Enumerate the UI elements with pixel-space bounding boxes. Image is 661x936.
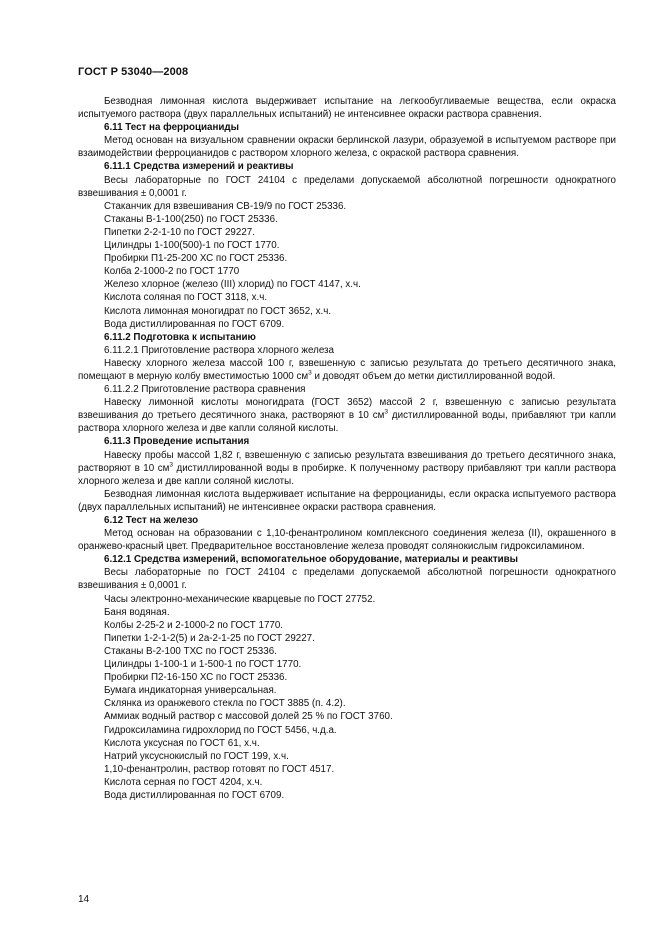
subsection-heading: 6.11.3 Проведение испытания [104, 436, 250, 448]
list-item: Колба 2-1000-2 по ГОСТ 1770 [104, 266, 240, 278]
list-item: Кислота соляная по ГОСТ 3118, х.ч. [104, 292, 268, 304]
list-item: Бумага индикаторная универсальная. [104, 685, 277, 697]
list-item: Натрий уксуснокислый по ГОСТ 199, х.ч. [104, 750, 289, 762]
text-run: дистиллированной воды в пробирке. К полученному раствору прибавляют три капли раствора хлорного железа и две капли соляной кислоты. [78, 462, 616, 487]
list-item: Стаканчик для взвешивания СВ-19/9 по ГОСТ 25336. [104, 200, 347, 212]
list-item: Часы электронно-механические кварцевые по ГОСТ 27752. [104, 593, 376, 605]
list-item: Пробирки П2-16-150 ХС по ГОСТ 25336. [104, 672, 288, 684]
list-item: Пипетки 1-2-1-2(5) и 2а-2-1-25 по ГОСТ 29227. [104, 632, 315, 644]
list-item: 1,10-фенантролин, раствор готовят по ГОСТ 4517. [104, 763, 335, 775]
paragraph: Безводная лимонная кислота выдерживает испытание на ферроцианиды, если окраска испытуемого раствора (двух параллельных испытаний) не интенсивнее окраски раствора сравнения. [78, 488, 616, 513]
subsection-heading: 6.12.1 Средства измерений, вспомогательное оборудование, материалы и реактивы [104, 554, 519, 566]
text-run: Навеску пробы массой 1,82 г, взвешенную с записью результата взвешивания до третьего десятичного знака, растворяют в 10 см [78, 449, 616, 474]
superscript: 3 [308, 369, 312, 377]
list-item: Пробирки П1-25-200 ХС по ГОСТ 25336. [104, 253, 288, 265]
list-item: Гидроксиламина гидрохлорид по ГОСТ 5456, ч.д.а. [104, 724, 337, 736]
paragraph [78, 357, 616, 383]
paragraph: Безводная лимонная кислота выдерживает испытание на легкообугливаемые вещества, если окраска испытуемого раствора (двух параллельных испытаний) не интенсивнее окраски раствора сравнения. [78, 96, 616, 121]
list-item: Аммиак водный раствор с массовой долей 25 % по ГОСТ 3760. [104, 711, 393, 723]
list-item: Кислота уксусная по ГОСТ 61, х.ч. [104, 737, 260, 749]
list-item: Стаканы В-1-100(250) по ГОСТ 25336. [104, 213, 278, 225]
paragraph: Весы лабораторные по ГОСТ 24104 с пределами допускаемой абсолютной погрешности однократного взвешивания ± 0,0001 г. [78, 567, 616, 592]
subsection-heading: 6.11.2 Подготовка к испытанию [104, 331, 256, 343]
document-header: ГОСТ Р 53040—2008 [78, 66, 189, 78]
list-item: Пипетки 2-2-1-10 по ГОСТ 29227. [104, 226, 255, 238]
text-run: Навеску хлорного железа массой 100 г, взвешенную с записью результата до третьего десятичного знака, помещают в мерную колбу вместимостью 1000 см [78, 357, 616, 382]
list-item: Цилиндры 1-100-1 и 1-500-1 по ГОСТ 1770. [104, 659, 302, 671]
list-item: Кислота лимонная моногидрат по ГОСТ 3652, х.ч. [104, 305, 332, 317]
paragraph: Весы лабораторные по ГОСТ 24104 с пределами допускаемой абсолютной погрешности однократного взвешивания ± 0,0001 г. [78, 174, 616, 199]
subsection-heading: 6.11.1 Средства измерений и реактивы [104, 161, 294, 173]
section-heading: 6.12 Тест на железо [104, 515, 199, 526]
text-run: Навеску лимонной кислоты моногидрата (ГОСТ 3652) массой 2 г, взвешенную с записью результата взвешивания до третьего десятичного знака, растворяют в 10 см [78, 397, 616, 422]
sub-subsection-heading: 6.11.2.2 Приготовление раствора сравнения [104, 384, 306, 396]
superscript: 3 [384, 408, 389, 416]
list-item: Вода дистиллированная по ГОСТ 6709. [104, 789, 285, 801]
superscript: 3 [169, 461, 173, 469]
text-run: и доводят объем до метки дистиллированной водой. [311, 370, 556, 382]
list-item: Стаканы В-2-100 ТХС по ГОСТ 25336. [104, 645, 277, 657]
list-item: Железо хлорное (железо (III) хлорид) по ГОСТ 4147, х.ч. [104, 279, 361, 291]
list-item: Вода дистиллированная по ГОСТ 6709. [104, 318, 285, 330]
paragraph [78, 449, 616, 488]
paragraph: Метод основан на визуальном сравнении окраски берлинской лазури, образуемой в испытуемом растворе при взаимодействии ферроцианидов с раствором хлорного железа, с окраской раствора сравнения. [78, 135, 616, 160]
document-body [78, 95, 616, 802]
section-heading: 6.11 Тест на ферроцианиды [104, 122, 239, 134]
paragraph [78, 396, 616, 435]
list-item: Склянка из оранжевого стекла по ГОСТ 3885 (п. 4.2). [104, 698, 346, 710]
sub-subsection-heading: 6.11.2.1 Приготовление раствора хлорного железа [104, 344, 335, 356]
text-run: дистиллированной воды, прибавляют три капли раствора хлорного железа и две капли соляной кислоты. [78, 410, 616, 435]
paragraph: Метод основан на образовании с 1,10-фенантролином комплексного соединения железа (II), окрашенного в оранжево-красный цвет. Предварительное восстановление железа проводят солянокислым гидроксиламином. [78, 528, 616, 553]
list-item: Кислота серная по ГОСТ 4204, х.ч. [104, 776, 263, 788]
page-number: 14 [78, 894, 90, 905]
list-item: Баня водяная. [104, 606, 170, 618]
list-item: Цилиндры 1-100(500)-1 по ГОСТ 1770. [104, 240, 280, 252]
list-item: Колбы 2-25-2 и 2-1000-2 по ГОСТ 1770. [104, 619, 284, 631]
